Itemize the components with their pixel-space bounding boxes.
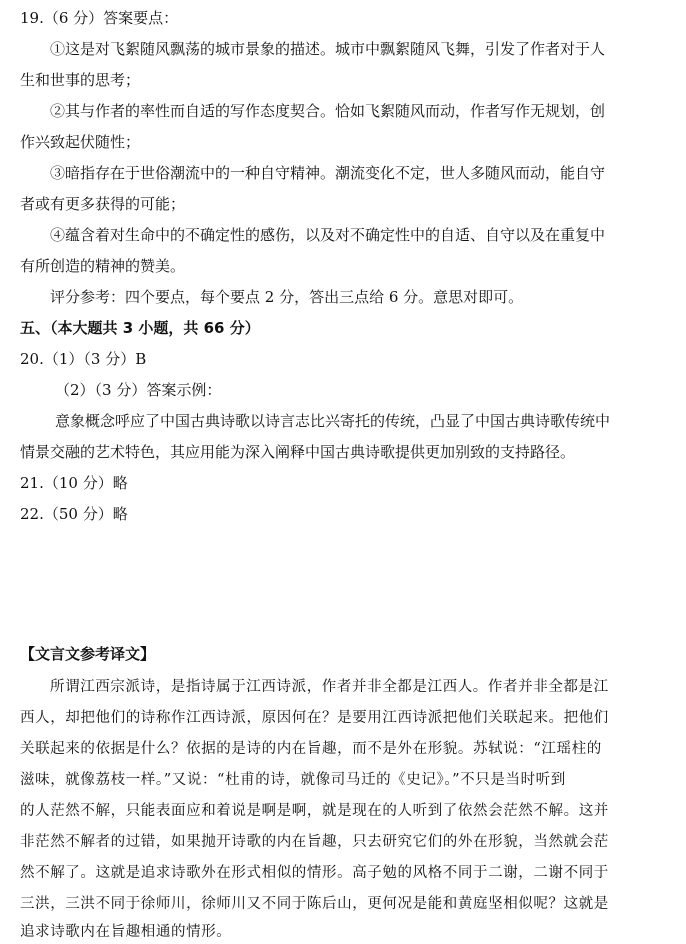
- q19-point2-line2: 作兴致起伏随性；: [20, 133, 141, 151]
- q19-point1-line2: 生和世事的思考；: [20, 71, 141, 89]
- q19-point1-line1: ①这是对飞絮随风飘荡的城市景象的描述。城市中飘絮随风飞舞，引发了作者对于人: [50, 40, 606, 58]
- q19-heading: 19.（6 分）答案要点：: [20, 9, 179, 27]
- translation-title: 【文言文参考译文】: [20, 645, 156, 663]
- q19-scoring-note: 评分参考：四个要点，每个要点 2 分，答出三点给 6 分。意思对即可。: [50, 288, 524, 306]
- translation-line-9: 追求诗歌内在旨趣相通的情形。: [20, 924, 232, 940]
- q22-answer: 22.（50 分）略: [20, 505, 128, 523]
- q20-part2-heading: （2）（3 分）答案示例：: [55, 381, 222, 399]
- q20-answer-line1: 意象概念呼应了中国古典诗歌以诗言志比兴寄托的传统，凸显了中国古典诗歌传统中: [55, 412, 611, 430]
- q19-point3-line2: 者或有更多获得的可能；: [20, 195, 186, 213]
- q20-answer-line2: 情景交融的艺术特色，其应用能为深入阐释中国古典诗歌提供更加别致的支持路径。: [20, 443, 576, 461]
- translation-line-2: 西人，却把他们的诗称作江西诗派，原因何在？是要用江西诗派把他们关联起来。把他们: [20, 710, 609, 726]
- section-five-title: 五、（本大题共 3 小题，共 66 分）: [20, 319, 260, 337]
- q19-point4-line2: 有所创造的精神的赞美。: [20, 257, 186, 275]
- translation-line-7: 然不解了。这就是追求诗歌外在形式相似的情形。高子勉的风格不同于二谢，二谢不同于: [20, 865, 609, 881]
- translation-line-6: 非茫然不解者的过错，如果抛开诗歌的内在旨趣，只去研究它们的外在形貌，当然就会茫: [20, 834, 609, 850]
- q20-part1: 20.（1）（3 分）B: [20, 350, 147, 368]
- translation-line-3: 关联起来的依据是什么？依据的是诗的内在旨趣，而不是外在形貌。苏轼说：“江瑶柱的: [20, 741, 602, 757]
- q19-point3-line1: ③暗指存在于世俗潮流中的一种自守精神。潮流变化不定，世人多随风而动，能自守: [50, 164, 606, 182]
- translation-line-4: 滋味，就像荔枝一样。”又说：“杜甫的诗，就像司马迁的《史记》。”不只是当时听到: [20, 772, 566, 788]
- translation-line-1: 所谓江西宗派诗，是指诗属于江西诗派，作者并非全都是江西人。作者并非全都是江: [50, 679, 609, 695]
- q19-point2-line1: ②其与作者的率性而自适的写作态度契合。恰如飞絮随风而动，作者写作无规划，创: [50, 102, 606, 120]
- q21-answer: 21.（10 分）略: [20, 474, 128, 492]
- translation-line-5: 的人茫然不解，只能表面应和着说是啊是啊，就是现在的人听到了依然会茫然不解。这并: [20, 803, 609, 819]
- translation-line-8: 三洪，三洪不同于徐师川，徐师川又不同于陈后山，更何况是能和黄庭坚相似呢？这就是: [20, 896, 609, 912]
- q19-point4-line1: ④蕴含着对生命中的不确定性的感伤，以及对不确定性中的自适、自守以及在重复中: [50, 226, 606, 244]
